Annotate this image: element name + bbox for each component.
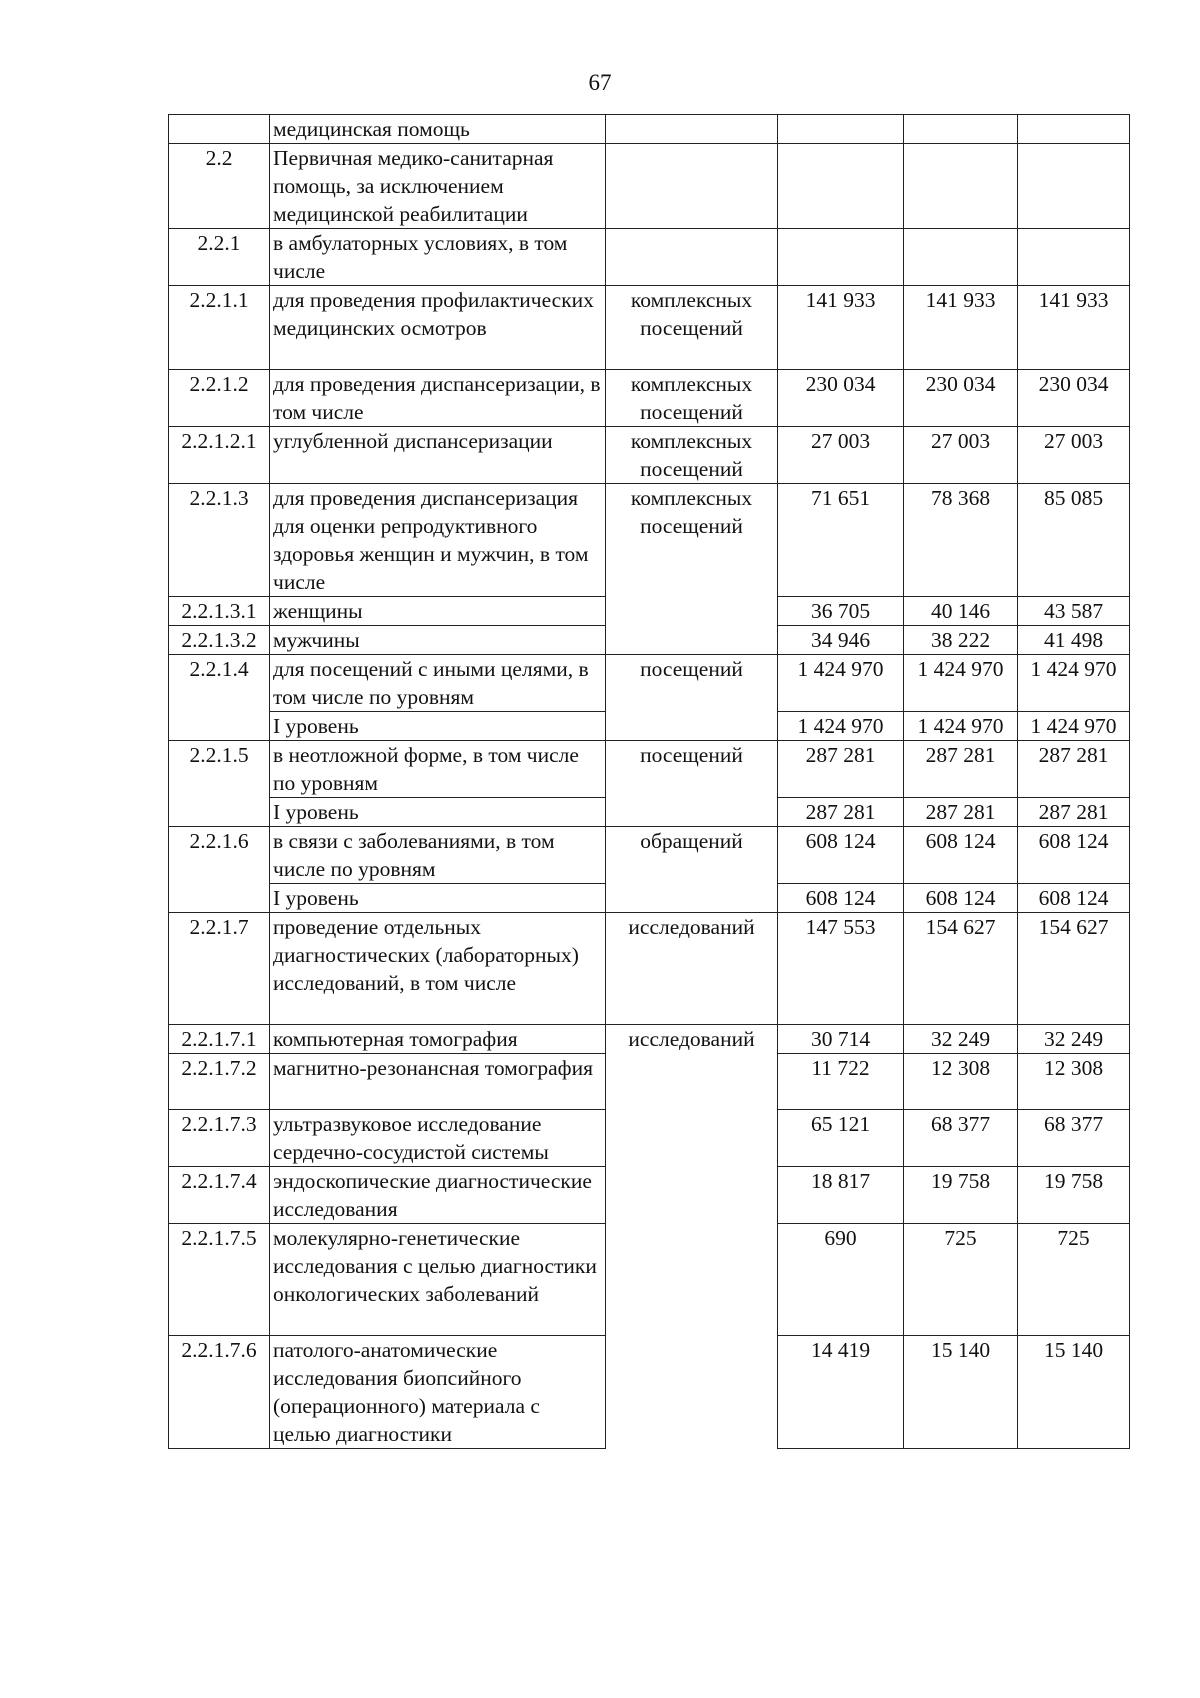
row-code: 2.2.1.5 [169,741,270,827]
row-value-2: 141 933 [904,286,1018,370]
table-row [169,827,1130,884]
row-value-3: 230 034 [1018,370,1130,427]
row-value-2: 608 124 [904,827,1018,884]
row-value-2: 230 034 [904,370,1018,427]
row-code: 2.2.1.7.5 [169,1224,270,1336]
row-name: мужчины [270,626,606,655]
row-code: 2.2.1.3 [169,484,270,597]
row-code: 2.2.1.7.3 [169,1110,270,1167]
row-name: проведение отдельных диагностических (лабораторных) исследований, в том числе [270,913,606,1025]
row-value-3: 19 758 [1018,1167,1130,1224]
row-code: 2.2.1.7.6 [169,1336,270,1449]
row-name: для посещений с иными целями, в том числе по уровням [270,655,606,712]
row-value-2 [904,115,1018,144]
row-unit: комплексных посещений [606,427,778,484]
row-value-2: 78 368 [904,484,1018,597]
row-value-3 [1018,115,1130,144]
page-number: 67 [588,70,612,95]
row-code: 2.2.1.1 [169,286,270,370]
row-unit: комплексных посещений [606,484,778,655]
row-value-3: 608 124 [1018,884,1130,913]
row-unit [606,144,778,229]
table-row [169,286,1130,370]
row-value-1: 14 419 [778,1336,904,1449]
row-unit: посещений [606,741,778,827]
row-code: 2.2 [169,144,270,229]
row-name: в связи с заболеваниями, в том числе по уровням [270,827,606,884]
row-value-1: 147 553 [778,913,904,1025]
row-value-3: 725 [1018,1224,1130,1336]
row-value-1 [778,115,904,144]
row-value-2: 287 281 [904,798,1018,827]
row-code: 2.2.1.7 [169,913,270,1025]
row-value-3 [1018,229,1130,286]
row-unit: исследований [606,913,778,1025]
row-value-2: 32 249 [904,1025,1018,1054]
row-unit [606,229,778,286]
table-row [169,229,1130,286]
row-value-2: 154 627 [904,913,1018,1025]
row-value-2 [904,229,1018,286]
row-value-1: 230 034 [778,370,904,427]
row-value-1: 141 933 [778,286,904,370]
row-unit [606,115,778,144]
row-value-2: 1 424 970 [904,655,1018,712]
table-row [169,484,1130,597]
row-name: в амбулаторных условиях, в том числе [270,229,606,286]
row-code: 2.2.1.7.4 [169,1167,270,1224]
row-name: I уровень [270,884,606,913]
row-value-3 [1018,144,1130,229]
row-unit: обращений [606,827,778,913]
row-value-1: 30 714 [778,1025,904,1054]
row-value-1: 287 281 [778,798,904,827]
row-name: для проведения диспансеризации, в том числе [270,370,606,427]
row-code: 2.2.1.7.2 [169,1054,270,1110]
row-name: ультразвуковое исследование сердечно-сосудистой системы [270,1110,606,1167]
row-value-3: 32 249 [1018,1025,1130,1054]
row-code: 2.2.1.2 [169,370,270,427]
row-value-2: 1 424 970 [904,712,1018,741]
row-value-2: 68 377 [904,1110,1018,1167]
row-name: патолого-анатомические исследования биопсийного (операционного) материала с целью диагностики [270,1336,606,1449]
table-row [169,913,1130,1025]
row-value-3: 141 933 [1018,286,1130,370]
row-name: женщины [270,597,606,626]
row-value-1: 18 817 [778,1167,904,1224]
row-value-3: 1 424 970 [1018,655,1130,712]
row-value-3: 41 498 [1018,626,1130,655]
row-name: медицинская помощь [270,115,606,144]
row-value-1: 1 424 970 [778,712,904,741]
row-code [169,115,270,144]
row-value-3: 287 281 [1018,741,1130,798]
row-value-3: 287 281 [1018,798,1130,827]
row-name: для проведения диспансеризация для оценки репродуктивного здоровья женщин и мужчин, в том числе [270,484,606,597]
row-name: компьютерная томография [270,1025,606,1054]
table-row [169,370,1130,427]
row-name: эндоскопические диагностические исследования [270,1167,606,1224]
row-value-3: 12 308 [1018,1054,1130,1110]
table-row [169,655,1130,712]
row-value-2: 287 281 [904,741,1018,798]
row-unit: исследований [606,1025,778,1449]
row-value-1: 690 [778,1224,904,1336]
row-code: 2.2.1.6 [169,827,270,913]
row-value-1: 1 424 970 [778,655,904,712]
table-row [169,427,1130,484]
row-name: магнитно-резонансная томография [270,1054,606,1110]
row-value-3: 15 140 [1018,1336,1130,1449]
row-code: 2.2.1.4 [169,655,270,741]
row-value-2: 15 140 [904,1336,1018,1449]
row-unit: комплексных посещений [606,286,778,370]
row-name: I уровень [270,712,606,741]
row-code: 2.2.1.7.1 [169,1025,270,1054]
row-code: 2.2.1.2.1 [169,427,270,484]
row-name: для проведения профилактических медицинских осмотров [270,286,606,370]
row-value-1: 65 121 [778,1110,904,1167]
row-value-3: 85 085 [1018,484,1130,597]
row-name: I уровень [270,798,606,827]
table-row [169,741,1130,798]
row-value-3: 154 627 [1018,913,1130,1025]
row-value-2: 19 758 [904,1167,1018,1224]
row-value-2: 12 308 [904,1054,1018,1110]
row-unit: комплексных посещений [606,370,778,427]
row-value-1 [778,229,904,286]
row-name: углубленной диспансеризации [270,427,606,484]
volume-table [168,114,1130,1449]
row-value-3: 1 424 970 [1018,712,1130,741]
row-code: 2.2.1.3.1 [169,597,270,626]
row-value-2: 40 146 [904,597,1018,626]
row-value-3: 27 003 [1018,427,1130,484]
row-value-1: 27 003 [778,427,904,484]
row-value-3: 43 587 [1018,597,1130,626]
row-value-1: 34 946 [778,626,904,655]
row-value-1: 71 651 [778,484,904,597]
row-value-1: 608 124 [778,827,904,884]
row-code: 2.2.1.3.2 [169,626,270,655]
row-value-2 [904,144,1018,229]
row-value-3: 68 377 [1018,1110,1130,1167]
table-row [169,1025,1130,1054]
row-value-3: 608 124 [1018,827,1130,884]
row-value-2: 38 222 [904,626,1018,655]
row-value-1 [778,144,904,229]
row-value-1: 36 705 [778,597,904,626]
row-value-2: 725 [904,1224,1018,1336]
row-value-1: 287 281 [778,741,904,798]
row-value-2: 608 124 [904,884,1018,913]
row-value-1: 11 722 [778,1054,904,1110]
row-name: в неотложной форме, в том числе по уровням [270,741,606,798]
row-value-1: 608 124 [778,884,904,913]
row-unit: посещений [606,655,778,741]
row-code: 2.2.1 [169,229,270,286]
row-name: Первичная медико-санитарная помощь, за исключением медицинской реабилитации [270,144,606,229]
table-row [169,144,1130,229]
row-value-2: 27 003 [904,427,1018,484]
row-name: молекулярно-генетические исследования с целью диагностики онкологических заболеваний [270,1224,606,1336]
table-row [169,115,1130,144]
